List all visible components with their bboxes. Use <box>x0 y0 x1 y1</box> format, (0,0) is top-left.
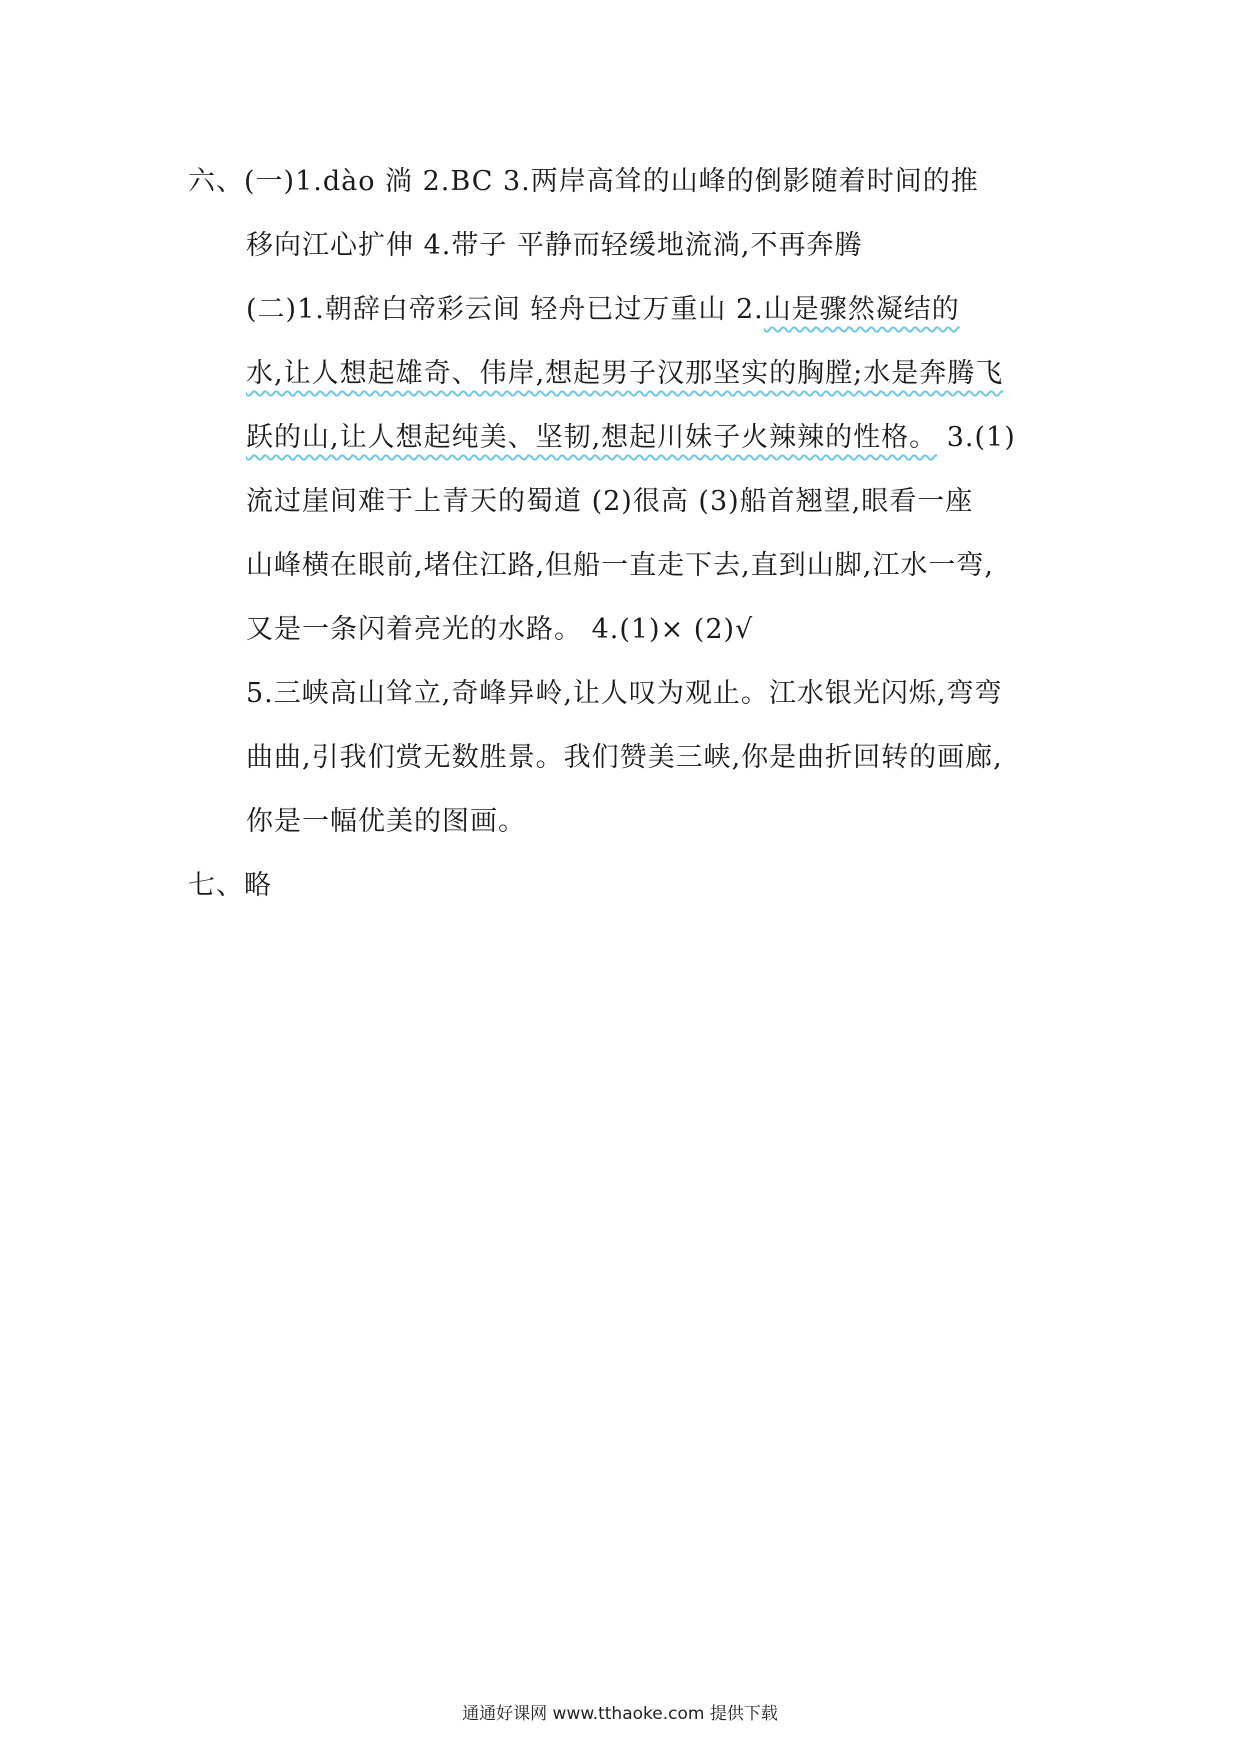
answer-line-6-4 <box>246 356 1003 392</box>
underlined-answer-text: 跃的山,让人想起纯美、坚韧,想起川妹子火辣辣的性格。 <box>246 422 938 453</box>
underlined-answer-text: 水,让人想起雄奇、伟岸,想起男子汉那坚实的胸膛;水是奔腾飞 <box>246 358 1004 389</box>
answer-line-6-11: 你是一幅优美的图画。 <box>246 806 526 837</box>
answer-line-7-1: 七、略 <box>188 870 272 901</box>
answer-line-6-9: 5.三峡高山耸立,奇峰异岭,让人叹为观止。江水银光闪烁,弯弯 <box>246 678 1003 709</box>
answer-line-6-5 <box>246 420 1016 456</box>
answer-line-6-10: 曲曲,引我们赏无数胜景。我们赞美三峡,你是曲折回转的画廊, <box>246 742 1003 773</box>
answer-line-6-6: 流过崖间难于上青天的蜀道 (2)很高 (3)船首翘望,眼看一座 <box>246 486 974 517</box>
answer-line-6-1: 六、(一)1.dào 淌 2.BC 3.两岸高耸的山峰的倒影随着时间的推 <box>188 166 979 197</box>
answer-line-6-3 <box>246 292 960 328</box>
footer-credit: 通通好课网 www.tthaoke.com 提供下载 <box>462 1704 778 1724</box>
answer-text: 3.(1) <box>937 422 1016 453</box>
answer-line-6-2: 移向江心扩伸 4.带子 平静而轻缓地流淌,不再奔腾 <box>246 230 863 261</box>
underlined-answer-text: 山是骤然凝结的 <box>763 294 960 325</box>
answer-text: (二)1.朝辞白帝彩云间 轻舟已过万重山 2. <box>246 294 764 325</box>
answer-line-6-7: 山峰横在眼前,堵住江路,但船一直走下去,直到山脚,江水一弯, <box>246 550 994 581</box>
answer-line-6-8: 又是一条闪着亮光的水路。 4.(1)× (2)√ <box>246 614 754 645</box>
